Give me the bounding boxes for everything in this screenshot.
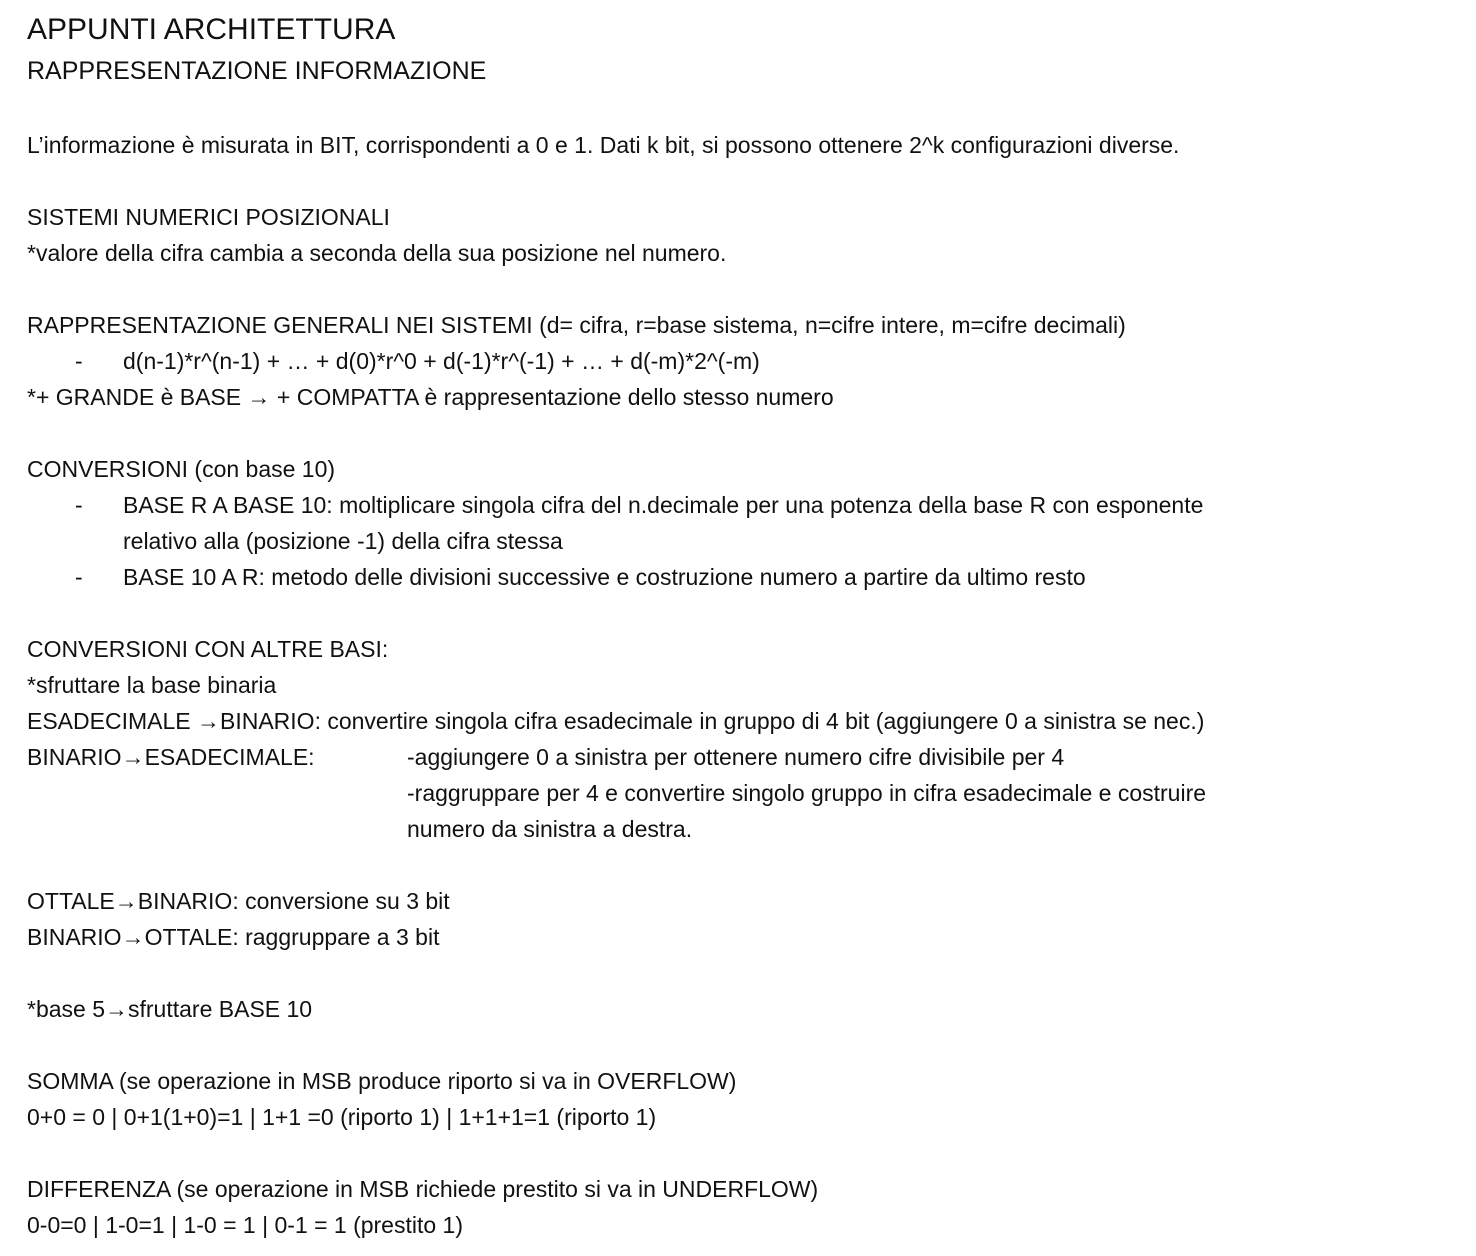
difference-rules: 0-0=0 | 1-0=1 | 1-0 = 1 | 0-1 = 1 (prestito 1) xyxy=(27,1212,464,1238)
general-formula: d(n-1)*r^(n-1) + … + d(0)*r^0 + d(-1)*r^(-1) + … + d(-m)*2^(-m) xyxy=(123,348,760,374)
section-subtitle: RAPPRESENTAZIONE INFORMAZIONE xyxy=(27,57,487,85)
bullet-dash: - xyxy=(75,492,83,518)
bullet-dash: - xyxy=(75,348,83,374)
bin-to-hex-label: BINARIO→ESADECIMALE: xyxy=(27,744,315,770)
oct-to-bin-line: OTTALE→BINARIO: conversione su 3 bit xyxy=(27,888,450,914)
general-note: *+ GRANDE è BASE → + COMPATTA è rappresentazione dello stesso numero xyxy=(27,384,834,410)
bin-to-hex-step-1: -aggiungere 0 a sinistra per ottenere numero cifre divisibile per 4 xyxy=(407,744,1065,770)
bullet-dash: - xyxy=(75,564,83,590)
bin-to-hex-step-2-line-1: -raggruppare per 4 e convertire singolo gruppo in cifra esadecimale e costruire xyxy=(407,780,1207,806)
intro-paragraph: L’informazione è misurata in BIT, corrispondenti a 0 e 1. Dati k bit, si possono ottenere 2^k configurazioni diverse. xyxy=(27,132,1180,158)
conversion-item-1-line-1: BASE R A BASE 10: moltiplicare singola cifra del n.decimale per una potenza della base R con esponente xyxy=(123,492,1204,518)
conversions-other-heading: CONVERSIONI CON ALTRE BASI: xyxy=(27,636,389,662)
positional-heading: SISTEMI NUMERICI POSIZIONALI xyxy=(27,204,390,230)
conversion-item-2: BASE 10 A R: metodo delle divisioni successive e costruzione numero a partire da ultimo resto xyxy=(123,564,1086,590)
bin-to-hex-step-2-line-2: numero da sinistra a destra. xyxy=(407,816,693,842)
general-heading: RAPPRESENTAZIONE GENERALI NEI SISTEMI (d= cifra, r=base sistema, n=cifre intere, m=cifre decimali) xyxy=(27,312,1126,338)
base5-note: *base 5→sfruttare BASE 10 xyxy=(27,996,313,1022)
conversions10-heading: CONVERSIONI (con base 10) xyxy=(27,456,336,482)
hex-to-bin-line: ESADECIMALE →BINARIO: convertire singola cifra esadecimale in gruppo di 4 bit (aggiungere 0 a sinistra se nec.) xyxy=(27,708,1205,734)
sum-rules: 0+0 = 0 | 0+1(1+0)=1 | 1+1 =0 (riporto 1) | 1+1+1=1 (riporto 1) xyxy=(27,1104,657,1130)
sum-heading: SOMMA (se operazione in MSB produce riporto si va in OVERFLOW) xyxy=(27,1068,737,1094)
bin-to-oct-line: BINARIO→OTTALE: raggruppare a 3 bit xyxy=(27,924,440,950)
conversion-item-1-line-2: relativo alla (posizione -1) della cifra stessa xyxy=(123,528,563,554)
page-title: APPUNTI ARCHITETTURA xyxy=(27,13,396,46)
difference-heading: DIFFERENZA (se operazione in MSB richiede prestito si va in UNDERFLOW) xyxy=(27,1176,819,1202)
positional-note: *valore della cifra cambia a seconda della sua posizione nel numero. xyxy=(27,240,727,266)
conversions-other-note: *sfruttare la base binaria xyxy=(27,672,277,698)
